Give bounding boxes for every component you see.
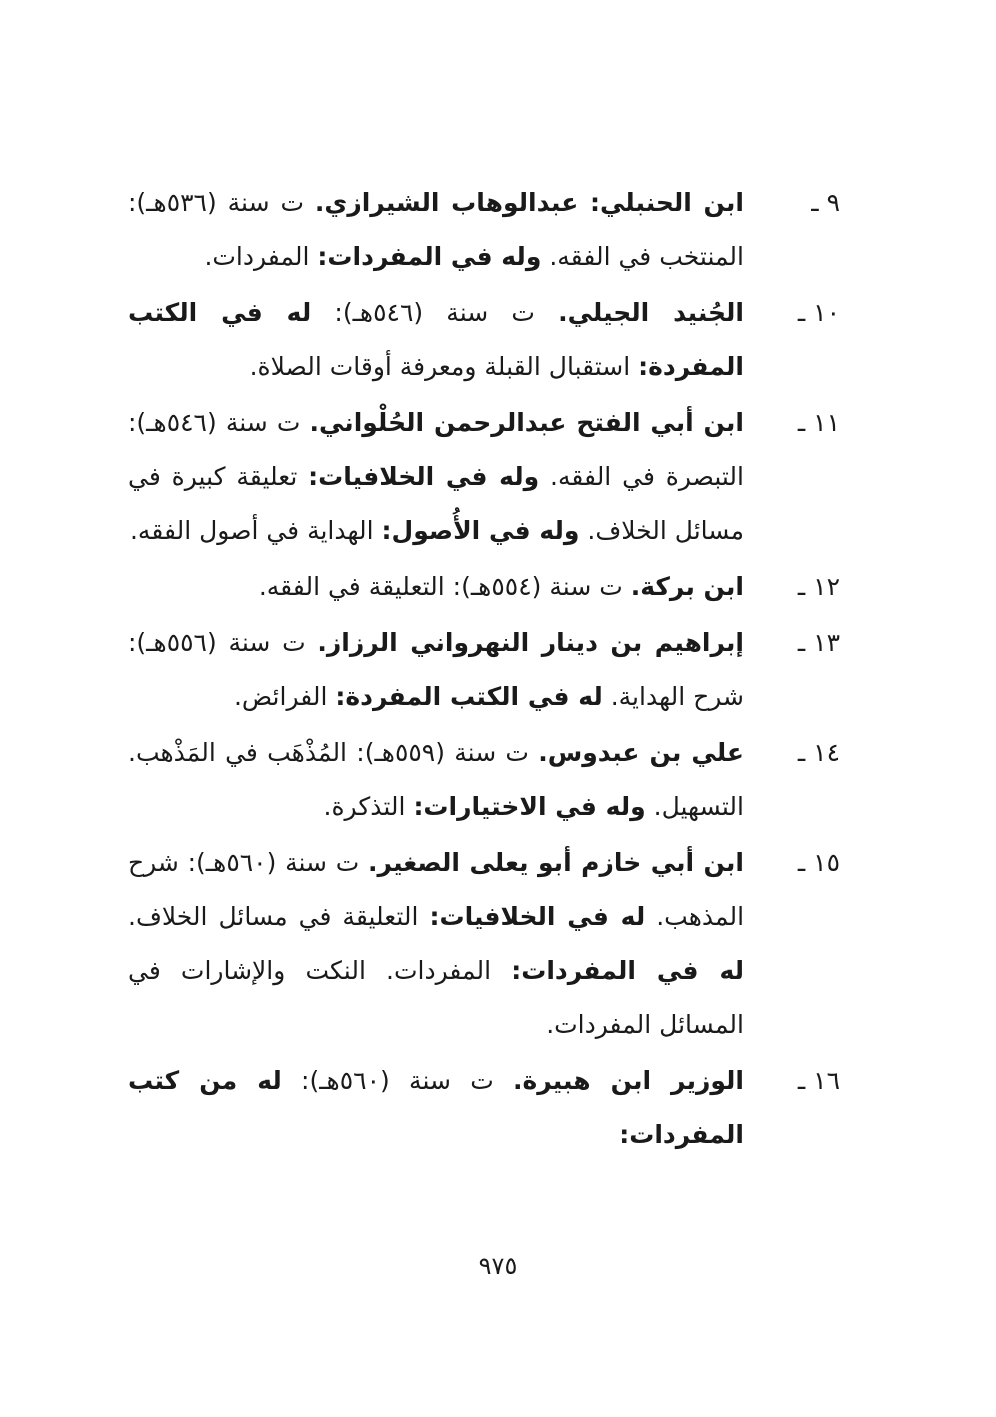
entry-number: ١٣ ـ: [797, 628, 840, 657]
entry-number: ١٠ ـ: [797, 298, 840, 327]
list-item: [128, 560, 848, 614]
entry-text: [128, 726, 744, 834]
entry-category: وله في الأُصول:: [381, 516, 580, 545]
entry-number: ١٢ ـ: [797, 572, 840, 601]
list-item: [128, 1054, 848, 1162]
entry-author: الجُنيد الجيلي.: [558, 298, 744, 327]
entry-text: [128, 176, 744, 284]
entry-number: ١١ ـ: [797, 408, 840, 437]
entry-text: [128, 396, 744, 558]
page-number: ٩٧٥: [478, 1252, 518, 1280]
entry-detail: ت سنة (٥٥٩هـ): المُذْهَب في المَذْهب. التسهيل.: [128, 738, 744, 821]
list-item: [128, 726, 848, 834]
entry-category: له في المفردات:: [511, 956, 744, 985]
list-item: [128, 616, 848, 724]
entry-detail: المفردات. النكت والإشارات في المسائل المفردات.: [128, 956, 744, 1039]
entry-author: ابن أبي خازم أبو يعلى الصغير.: [368, 848, 744, 877]
entry-detail: المفردات.: [204, 242, 318, 271]
entry-category: وله في الخلافيات:: [308, 462, 540, 491]
entry-detail: ت سنة (٥٤٦هـ): التبصرة في الفقه.: [128, 408, 744, 491]
entry-number: ١٤ ـ: [797, 738, 840, 767]
entry-detail: ت سنة (٥٦٠هـ): شرح المذهب.: [128, 848, 745, 931]
list-item: [128, 176, 848, 284]
entry-category: وله في الاختيارات:: [413, 792, 646, 821]
entry-author: ابن بركة.: [630, 572, 744, 601]
entry-detail: ت سنة (٥٥٦هـ): شرح الهداية.: [128, 628, 744, 711]
entry-author: الوزير ابن هبيرة.: [513, 1066, 745, 1095]
entry-category: له في الخلافيات:: [429, 902, 646, 931]
list-item: [128, 396, 848, 558]
entry-detail: الفرائض.: [233, 682, 336, 711]
entry-author: ابن أبي الفتح عبدالرحمن الحُلْواني.: [309, 408, 744, 437]
list-item: [128, 286, 848, 394]
entry-category: له في الكتب المفردة:: [335, 682, 603, 711]
entry-text: [128, 616, 744, 724]
entry-number: ١٦ ـ: [797, 1066, 840, 1095]
entry-detail: تعليقة كبيرة في مسائل الخلاف.: [128, 462, 744, 545]
entry-text: [128, 560, 744, 614]
entry-detail: استقبال القبلة ومعرفة أوقات الصلاة.: [249, 352, 639, 381]
entry-detail: ت سنة (٥٦٠هـ):: [281, 1066, 513, 1095]
entry-detail: التعليقة في مسائل الخلاف.: [128, 902, 430, 931]
entry-detail: الهداية في أصول الفقه.: [129, 516, 382, 545]
entry-category: له من كتب المفردات:: [128, 1066, 744, 1149]
entry-number: ١٥ ـ: [797, 848, 840, 877]
entry-text: [128, 1054, 744, 1162]
entry-category: له في الكتب المفردة:: [128, 298, 744, 381]
entry-detail: ت سنة (٥٣٦هـ): المنتخب في الفقه.: [128, 188, 744, 271]
list-item: [128, 836, 848, 1052]
entry-category: وله في المفردات:: [317, 242, 542, 271]
entry-detail: ت سنة (٥٥٤هـ): التعليقة في الفقه.: [258, 572, 631, 601]
entry-number: ٩ ـ: [811, 188, 840, 217]
entry-text: [128, 286, 744, 394]
entry-author: ابن الحنبلي: عبدالوهاب الشيرازي.: [314, 188, 744, 217]
entry-author: علي بن عبدوس.: [538, 738, 744, 767]
entry-list: [128, 176, 848, 1164]
entry-text: [128, 836, 744, 1052]
entry-detail: ت سنة (٥٤٦هـ):: [311, 298, 559, 327]
entry-author: إبراهيم بن دينار النهرواني الرزاز.: [317, 628, 744, 657]
entry-detail: التذكرة.: [323, 792, 414, 821]
